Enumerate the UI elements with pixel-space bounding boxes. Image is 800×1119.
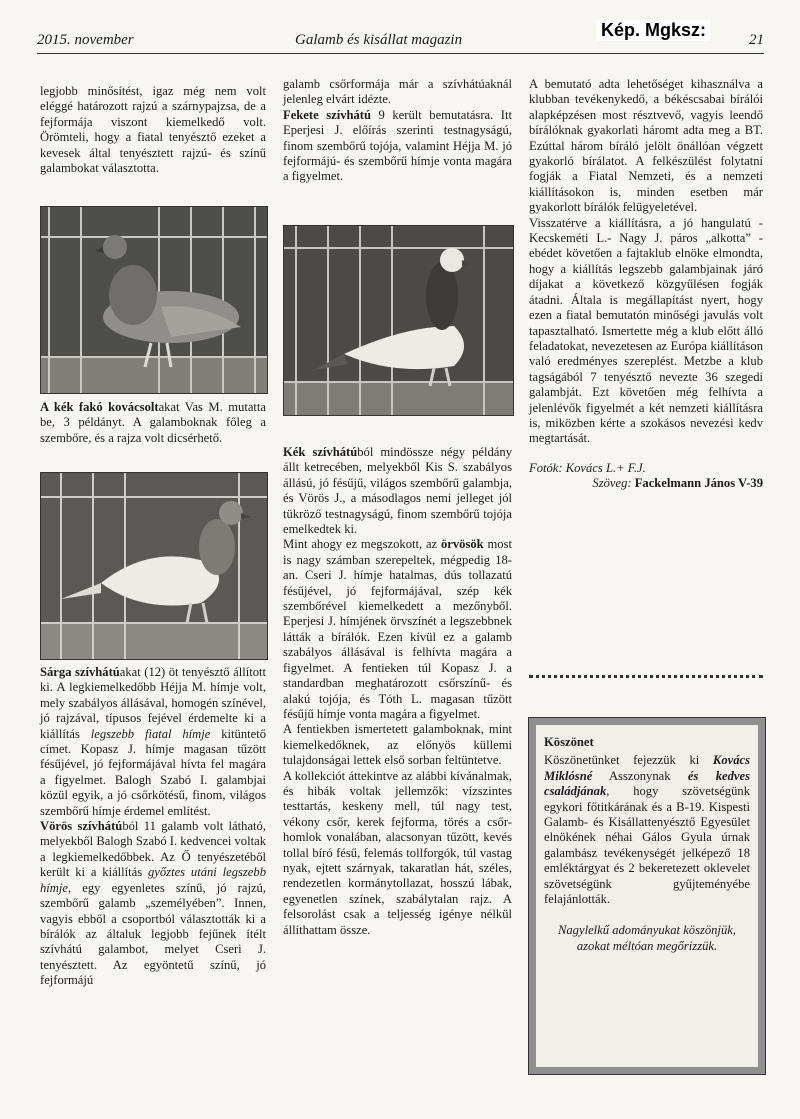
breed-name: örvösök xyxy=(440,537,484,552)
paragraph-text: akat (12) öt tenyésztő állított ki. A legkiemelkedőbb Héjja M. hímje volt, mely szabályos állásával, homogén színével, jó rajzával, típusos fejével érdemelte ki a kiállítás xyxy=(40,665,266,741)
thanks-box xyxy=(529,718,765,1074)
column-2-lower xyxy=(283,445,512,938)
award-title: győztes utáni legszebb hímje xyxy=(40,865,266,895)
paragraph xyxy=(283,537,512,722)
credit-label: Szöveg: xyxy=(592,476,632,491)
paragraph-text: kitüntető címet. Kopasz J. hímje magasan tűzött fésűjével, jó fejformájával hívta fel magára a figyelmet. Balogh Szabó I. galambjai közül egyik, a jó csőrkötésű, finom, világos szembőrű hímje érdemel említést. xyxy=(40,726,266,818)
paragraph-text: , egy egyenletes színű, jó rajzú, szembőrű galamb „személyében”. Innen, vagyis ebből a csoportból választották ki a bírálók az általuk legjobb fejűnek ítélt szívhátú galambot, melyet Cseri J. tenyésztett. Az egyöntetű színű, jó fejformájú xyxy=(40,880,266,988)
paragraph-text: most is nagy számban szerepeltek, mégpedig 18-an. Cseri J. hímje hatalmas, dús tollazatú fésűjével, jó fejformájával, szép kék szembőrével kiemelkedett a mezőnyből. Eperjesi J. hímjének örvszínét a legszebbnek látták a bírálók. Ezen kívül ez a galamb szabályos állásával is felhívta magára a figyelmet. A fentieken túl Kopasz J. a standardban meghatározott csőrszínű- és alakú tojója, és Tóth L. magasan tűzött fésűjű hímje vonta magára a figyelmet. xyxy=(283,537,512,721)
column-1-caption xyxy=(40,400,266,446)
paragraph-text: Mint ahogy ez megszokott, az xyxy=(283,537,441,552)
paragraph xyxy=(40,665,266,819)
pigeon-photo-yellow-saddle xyxy=(40,472,268,660)
dotted-divider xyxy=(529,675,763,678)
paragraph xyxy=(283,445,512,537)
column-1-lower xyxy=(40,665,266,989)
header-rule xyxy=(37,53,764,54)
paragraph xyxy=(40,400,266,446)
paragraph xyxy=(283,108,512,185)
issue-date: 2015. november xyxy=(37,32,134,48)
credit-label: Fotók: xyxy=(529,460,563,475)
breed-name: Vörös szívhátú xyxy=(40,819,123,834)
pigeon-photo-black-saddle xyxy=(283,225,514,416)
paragraph: A bemutató adta lehetőséget kihasználva a klubban tevékenykedő, a békéscsabai bírálói alapképzésen most résztvevő, vagyis leendő bírálóknak gyakorlati háromt adta meg a BT. Ezúttal három bíráló jelölt önállóan végzett gyakorló bírálatot. A felkészülést folytatni fogják a Fiatal Nemzeti, és a nemzeti kiállításokon is, minden esetben már gyakorlott bírálók felügyeletével. xyxy=(529,77,763,215)
donor-family: és kedves családjának xyxy=(544,768,751,799)
pigeon-photo-yellow-saddle-image xyxy=(41,473,267,659)
column-2 xyxy=(283,77,512,185)
paragraph: legjobb minősítést, igaz még nem volt eléggé határozott rajzú a szárnypajzsa, de a fejformája viszont kiemelkedő volt. Örömteli, hogy a fiatal tenyésztő ezeket a kevesek által tenyésztett rajzú- és színű galambokat választotta. xyxy=(40,84,266,176)
thanks-text: Asszonynak xyxy=(592,768,688,783)
award-title: legszebb fiatal hímje xyxy=(90,726,211,741)
thanks-note: Nagylelkű adományukat köszönjük, azokat méltóan megőrizzük. xyxy=(557,923,737,953)
donor-name: Kovács Miklósné xyxy=(544,753,750,783)
page-number: 21 xyxy=(749,32,764,48)
breed-name: Fekete szívhátú xyxy=(283,107,371,122)
paragraph: galamb csőrformája már a szívhátúaknál jelenleg elvárt idézte. xyxy=(283,77,512,107)
author-name: Fackelmann János V-39 xyxy=(634,476,763,491)
pigeon-photo-black-saddle-image xyxy=(284,226,513,415)
pigeon-photo-blue-checker xyxy=(40,206,268,394)
paragraph: Visszatérve a kiállításra, a jó hangulatú - Kecskeméti L.- Nagy J. páros „alkotta” - ebédet követően a fajtaklub elnöke elmondta, hogy a kiállítás legszebb galambjainak járó díjakat a következő közgyűlésen fogják átadni. Általa is megállapítást nyert, hogy ezen a fiatal bemutatón minőségi javulás volt tapasztalható. Ismertette még a klub előtt álló feladatokat, nevezetesen az Európa kiállításon való eredményes szereplést. Metzbe a klub tagságából 7 tenyésztő nevezte 36 szegedi galambját. Ezt követően még felhívta a jelenlévők figyelmét a két nemzeti kiállításra is, miközben kérte a szokásos nevezési kedv megtartását. xyxy=(529,215,763,446)
magazine-title: Galamb és kisállat magazin xyxy=(295,32,463,48)
text-credit xyxy=(529,476,763,491)
paragraph-text: ból mindössze négy példány állt ketrecében, melyekből Kis S. szabályos állású, jó fésűjű, világos szembőrű galambja, és Vörös J., a másodlagos nemi jelleget jól tükröző testnagyságú, finom szembőrű tojója emelkedtek ki. xyxy=(283,445,512,537)
paragraph: A fentiekben ismertetett galamboknak, mint kiemelkedőknek, az előnyös küllemi tulajdonságai lettek első sorban feltüntetve. xyxy=(283,722,512,768)
breed-name: Kék szívhátú xyxy=(283,445,358,459)
column-1 xyxy=(40,84,266,176)
paragraph xyxy=(40,819,266,988)
column-3 xyxy=(529,77,763,492)
thanks-title: Köszönet xyxy=(544,735,594,749)
thanks-text: Köszönetünket fejezzük ki xyxy=(544,753,713,768)
thanks-text: , hogy szövetségünk egykori főtitkárának és a B-19. Kispesti Galamb- és Kisállattenyésztő Egyesület elnökének néhai Gálos Gyula úrnak galambász tevékenységét jelképező 18 emléktárgyat és 2 bekeretezett oklevelet szövetségünk gyűjteményébe felajánlották. xyxy=(544,784,750,907)
paragraph-text: akat Vas M. mutatta be, 3 példányt. A galamboknak főleg a szembőre, és a rajza volt dicsérhető. xyxy=(40,400,267,445)
paragraph-text: ból 11 galamb volt látható, melyekből Balogh Szabó I. kedvencei voltak a legkiemelkedőbbek. Az Ő tenyészetéből került ki a kiállítás xyxy=(40,819,266,880)
photo-credit xyxy=(529,461,763,476)
pigeon-photo-blue-checker-image xyxy=(41,207,267,393)
paragraph: A kollekciót áttekintve az alábbi kívánalmak, és hibák voltak jellemzők: vízszintes testtartás, keskeny mell, túl nagy test, vékony csőr, kerek fejforma, törés a csőr-homlok vonalában, alacsonyan tűzött, kevés tollal bíró fésű, felemás tollforgók, túl vastag nyak, ejtett szárnyak, takaratlan hát, széles, rendezetlen kormánytollazat, hosszú lábak, egyenetlen színek, szabálytalan rajz. A felsorolást csak a teljesség igénye nélkül állíthattam össze. xyxy=(283,768,512,937)
breed-name: A kék fakó kovácsolt xyxy=(40,400,159,414)
archive-stamp: Kép. Mgksz: xyxy=(597,20,710,41)
paragraph-text: 9 került bemutatásra. Itt Eperjesi J. előírás szerinti testnagyságú, finom szembőrű tojója, valamint Héjja M. jó fejformájú- és szembőrű hímje vonta magára a figyelmet. xyxy=(283,107,512,184)
thanks-body xyxy=(544,753,750,907)
thanks-box-content xyxy=(544,735,750,954)
breed-name: Sárga szívhátú xyxy=(40,665,120,679)
credit-value: Kovács L.+ F.J. xyxy=(565,460,646,475)
